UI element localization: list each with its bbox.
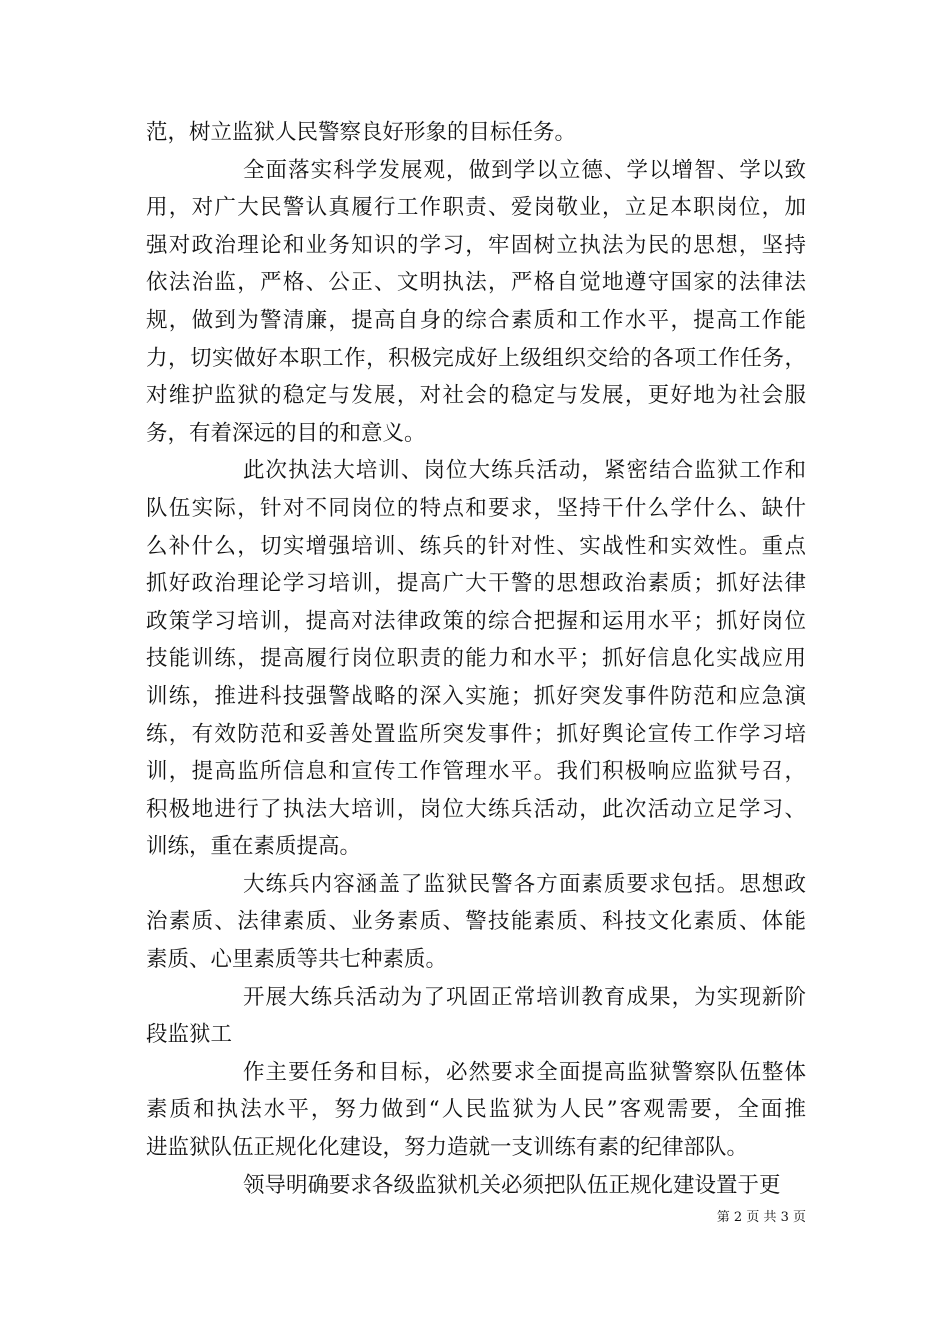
- text-line: 段监狱工: [146, 1022, 233, 1048]
- text-line: 治素质、法律素质、业务素质、警技能素质、科技文化素质、体能: [146, 909, 806, 935]
- text-line: 训练，重在素质提高。: [146, 834, 362, 860]
- text-line: 强对政治理论和业务知识的学习，牢固树立执法为民的思想，坚持: [146, 232, 806, 258]
- text-line: 队伍实际，针对不同岗位的特点和要求，坚持干什么学什么、缺什: [146, 495, 806, 521]
- text-line: 进监狱队伍正规化化建设，努力造就一支训练有素的纪律部队。: [146, 1135, 749, 1161]
- text-line: 规，做到为警清廉，提高自身的综合素质和工作水平，提高工作能: [146, 307, 806, 333]
- text-line: 依法治监，严格、公正、文明执法，严格自觉地遵守国家的法律法: [146, 270, 806, 296]
- text-line: 大练兵内容涵盖了监狱民警各方面素质要求包括。思想政: [243, 871, 806, 897]
- text-line: 此次执法大培训、岗位大练兵活动，紧密结合监狱工作和: [243, 458, 806, 484]
- text-line: 务，有着深远的目的和意义。: [146, 420, 426, 446]
- text-line: 训，提高监所信息和宣传工作管理水平。我们积极响应监狱号召，: [146, 759, 806, 785]
- text-line: 么补什么，切实增强培训、练兵的针对性、实战性和实效性。重点: [146, 533, 806, 559]
- body-text: [146, 114, 806, 1204]
- text-line: 技能训练，提高履行岗位职责的能力和水平；抓好信息化实战应用: [146, 646, 806, 672]
- text-line: 训练，推进科技强警战略的深入实施；抓好突发事件防范和应急演: [146, 683, 806, 709]
- text-line: 力，切实做好本职工作，积极完成好上级组织交给的各项工作任务，: [146, 345, 806, 371]
- text-line: 范，树立监狱人民警察良好形象的目标任务。: [146, 120, 577, 145]
- text-line: 对维护监狱的稳定与发展，对社会的稳定与发展，更好地为社会服: [146, 383, 806, 409]
- text-line: 抓好政治理论学习培训，提高广大干警的思想政治素质；抓好法律: [146, 571, 806, 597]
- text-line: 积极地进行了执法大培训，岗位大练兵活动，此次活动立足学习、: [146, 796, 806, 822]
- page-footer: 第 2 页 共 3 页: [716, 1210, 806, 1225]
- text-line: 领导明确要求各级监狱机关必须把队伍正规化建设置于更: [243, 1172, 781, 1198]
- text-line: 素质、心里素质等共七种素质。: [146, 947, 448, 973]
- text-line: 作主要任务和目标，必然要求全面提高监狱警察队伍整体: [243, 1059, 806, 1085]
- text-line: 政策学习培训，提高对法律政策的综合把握和运用水平；抓好岗位: [146, 608, 806, 634]
- text-line: 素质和执法水平，努力做到“人民监狱为人民”客观需要，全面推: [146, 1097, 806, 1123]
- text-line: 用，对广大民警认真履行工作职责、爱岗敬业，立足本职岗位，加: [146, 195, 806, 221]
- text-line: 练，有效防范和妥善处置监所突发事件；抓好舆论宣传工作学习培: [146, 721, 806, 747]
- text-line: 开展大练兵活动为了巩固正常培训教育成果，为实现新阶: [243, 984, 806, 1010]
- text-line: 全面落实科学发展观，做到学以立德、学以增智、学以致: [243, 157, 806, 183]
